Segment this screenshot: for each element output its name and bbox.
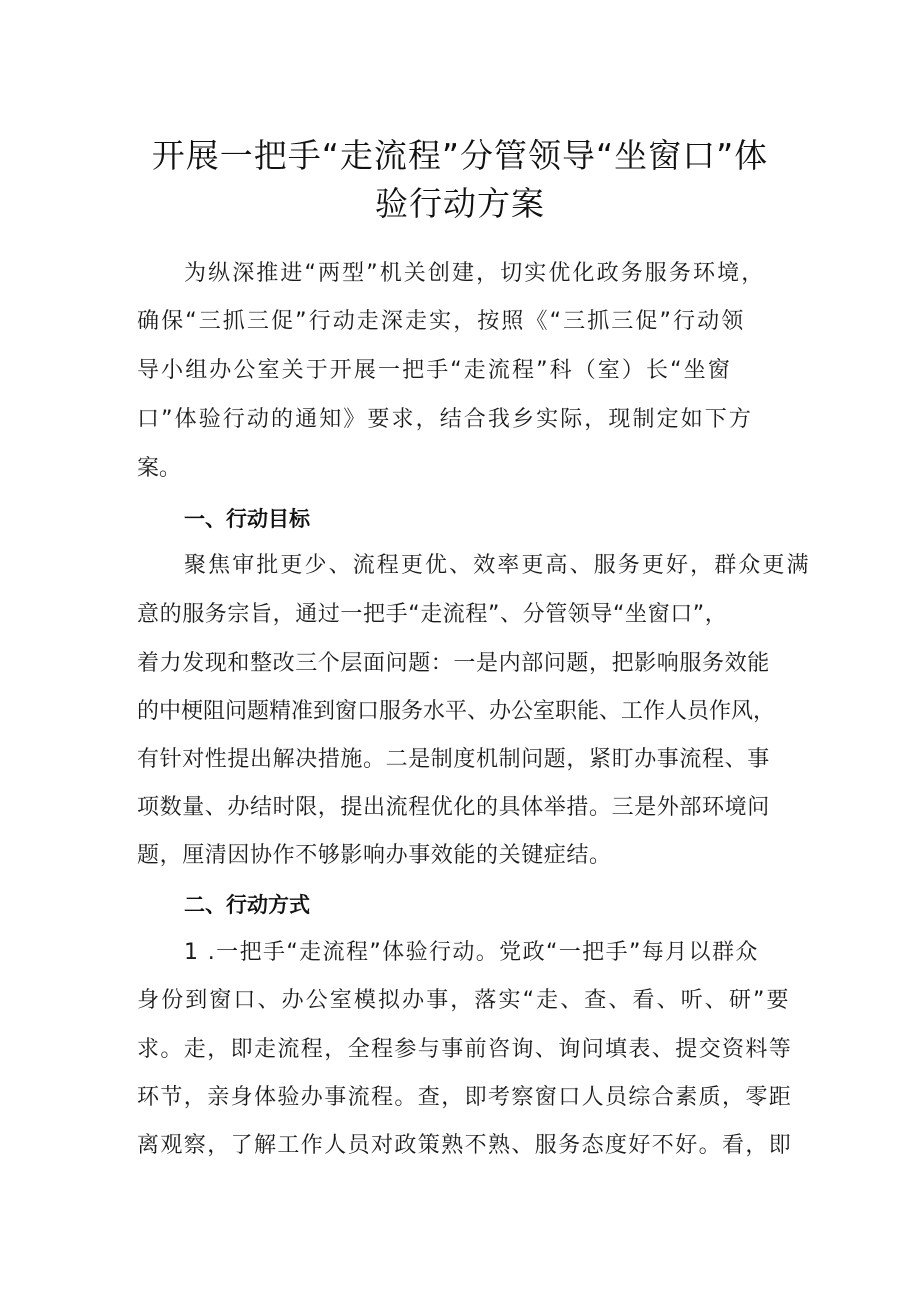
- section2-line: 环节，亲身体验办事流程。查，即考察窗口人员综合素质，零距: [137, 1085, 793, 1110]
- section1-line: 着力发现和整改三个层面问题：一是内部问题，把影响服务效能: [137, 651, 770, 676]
- section2-line: 离观察，了解工作人员对政策熟不熟、服务态度好不好。看，即: [137, 1133, 793, 1158]
- document-title-line-2: 验行动方案: [375, 184, 545, 223]
- section2-line: 1 .一把手“走流程”体验行动。党政“一把手”每月以群众: [184, 940, 759, 965]
- intro-line: 案。: [137, 456, 182, 481]
- section1-line: 意的服务宗旨，通过一把手“走流程”、分管领导“坐窗口”，: [137, 602, 728, 627]
- section2-line: 求。走，即走流程，全程参与事前咨询、询问填表、提交资料等: [137, 1037, 793, 1062]
- intro-line: 确保“三抓三促”行动走深走实，按照《“三抓三促”行动领: [137, 309, 746, 334]
- intro-line: 口”体验行动的通知》要求，结合我乡实际，现制定如下方: [137, 407, 753, 432]
- section-heading-goals: 一、行动目标: [184, 507, 310, 531]
- intro-line: 为纵深推进“两型”机关创建，切实优化政务服务环境，: [184, 261, 766, 286]
- section1-line: 聚焦审批更少、流程更优、效率更高、服务更好，群众更满: [184, 553, 811, 578]
- section1-line: 的中梗阻问题精准到窗口服务水平、办公室职能、工作人员作风，: [137, 699, 776, 724]
- document-title-line-1: 开展一把手“走流程”分管领导“坐窗口”体: [151, 136, 769, 175]
- section1-line: 有针对性提出解决措施。二是制度机制问题，紧盯办事流程、事: [137, 747, 770, 772]
- section1-line: 题，厘清因协作不够影响办事效能的关键症结。: [137, 843, 612, 868]
- intro-line: 导小组办公室关于开展一把手“走流程”科（室）长“坐窗: [137, 358, 732, 383]
- section1-line: 项数量、办结时限，提出流程优化的具体举措。三是外部环境问: [137, 795, 770, 820]
- section-heading-methods: 二、行动方式: [184, 893, 310, 917]
- section2-line: 身份到窗口、办公室模拟办事，落实“走、查、看、听、研”要: [137, 988, 791, 1013]
